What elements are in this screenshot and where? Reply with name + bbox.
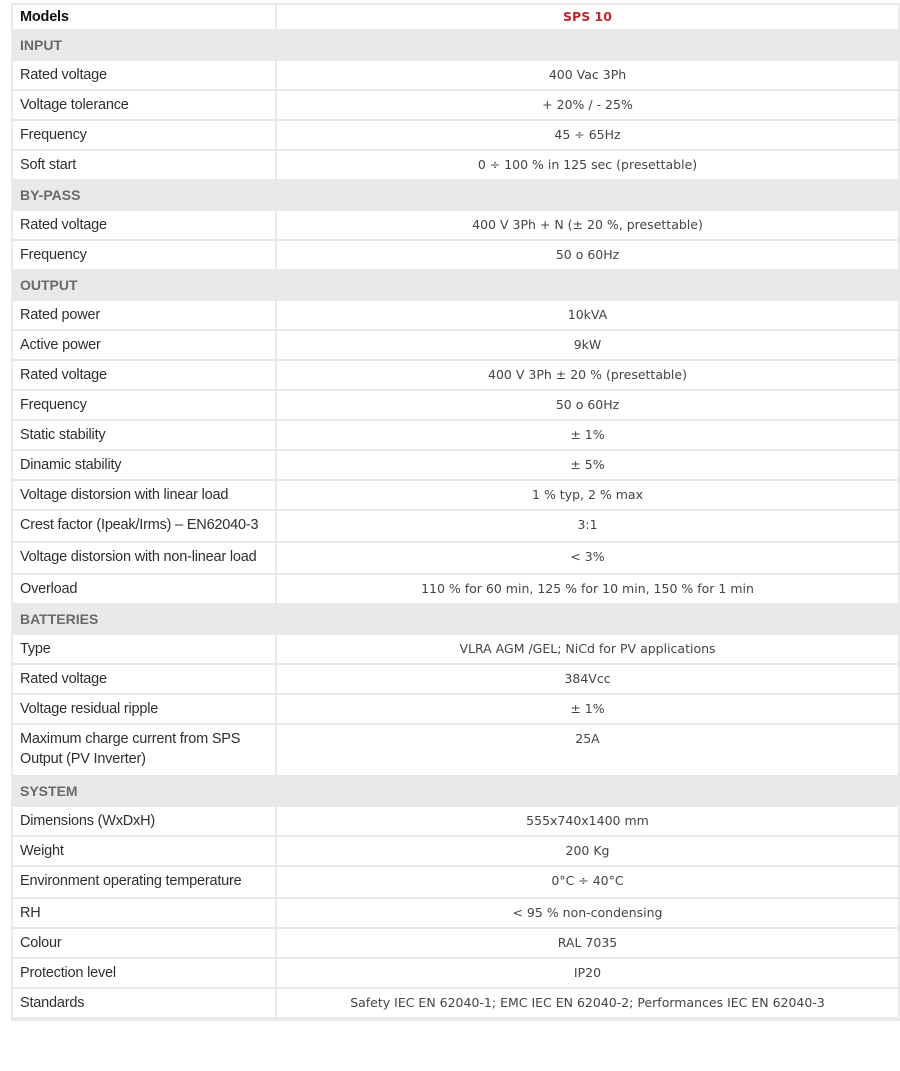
section-title: BATTERIES <box>13 605 898 635</box>
table-row <box>13 575 898 605</box>
section-input <box>13 31 898 61</box>
spec-label: Frequency <box>13 241 277 271</box>
spec-label: Frequency <box>13 121 277 151</box>
spec-value: ± 1% <box>277 695 898 725</box>
spec-value: ± 1% <box>277 421 898 451</box>
table-row <box>13 421 898 451</box>
spec-value: RAL 7035 <box>277 929 898 959</box>
table-row <box>13 121 898 151</box>
spec-value: 9kW <box>277 331 898 361</box>
table-row <box>13 331 898 361</box>
table-row <box>13 867 898 899</box>
spec-label: Rated voltage <box>13 361 277 391</box>
spec-value: 400 Vac 3Ph <box>277 61 898 91</box>
spec-value: 3:1 <box>277 511 898 543</box>
spec-label: Rated voltage <box>13 665 277 695</box>
spec-label: RH <box>13 899 277 929</box>
spec-label: Rated voltage <box>13 211 277 241</box>
spec-value: 50 o 60Hz <box>277 241 898 271</box>
table-row <box>13 837 898 867</box>
spec-value: 384Vcc <box>277 665 898 695</box>
table-row <box>13 211 898 241</box>
table-row <box>13 241 898 271</box>
table-row <box>13 725 898 777</box>
spec-label: Overload <box>13 575 277 605</box>
spec-value: 25A <box>277 725 898 777</box>
spec-value: 400 V 3Ph ± 20 % (presettable) <box>277 361 898 391</box>
models-label: Models <box>13 5 277 31</box>
spec-label: Dinamic stability <box>13 451 277 481</box>
spec-value: VLRA AGM /GEL; NiCd for PV applications <box>277 635 898 665</box>
spec-value: + 20% / - 25% <box>277 91 898 121</box>
section-title: INPUT <box>13 31 898 61</box>
spec-label: Static stability <box>13 421 277 451</box>
spec-value: IP20 <box>277 959 898 989</box>
table-row <box>13 989 898 1019</box>
spec-value: < 95 % non-condensing <box>277 899 898 929</box>
table-row <box>13 807 898 837</box>
table-row <box>13 451 898 481</box>
spec-label: Voltage tolerance <box>13 91 277 121</box>
spec-label: Colour <box>13 929 277 959</box>
spec-label: Dimensions (WxDxH) <box>13 807 277 837</box>
spec-label: Environment operating temperature <box>13 867 277 899</box>
table-row <box>13 481 898 511</box>
section-output <box>13 271 898 301</box>
section-title: BY-PASS <box>13 181 898 211</box>
section-bypass <box>13 181 898 211</box>
spec-label: Weight <box>13 837 277 867</box>
spec-value: < 3% <box>277 543 898 575</box>
spec-label: Protection level <box>13 959 277 989</box>
table-row <box>13 361 898 391</box>
spec-label: Rated power <box>13 301 277 331</box>
spec-label: Soft start <box>13 151 277 181</box>
spec-value: 400 V 3Ph + N (± 20 %, presettable) <box>277 211 898 241</box>
table-row <box>13 899 898 929</box>
spec-label: Frequency <box>13 391 277 421</box>
table-row <box>13 301 898 331</box>
spec-label: Voltage residual ripple <box>13 695 277 725</box>
table-row <box>13 665 898 695</box>
section-title: OUTPUT <box>13 271 898 301</box>
spec-label: Voltage distorsion with non-linear load <box>13 543 277 575</box>
spec-label: Crest factor (Ipeak/Irms) – EN62040-3 <box>13 511 277 543</box>
spec-label: Active power <box>13 331 277 361</box>
spec-table-container <box>11 3 900 1021</box>
spec-table <box>11 3 900 1021</box>
section-system <box>13 777 898 807</box>
spec-value: 1 % typ, 2 % max <box>277 481 898 511</box>
table-row <box>13 151 898 181</box>
table-row <box>13 929 898 959</box>
table-row <box>13 61 898 91</box>
table-row <box>13 635 898 665</box>
model-name: SPS 10 <box>277 5 898 31</box>
spec-label: Standards <box>13 989 277 1019</box>
spec-value: 0 ÷ 100 % in 125 sec (presettable) <box>277 151 898 181</box>
spec-label: Type <box>13 635 277 665</box>
spec-value: 45 ÷ 65Hz <box>277 121 898 151</box>
spec-value: ± 5% <box>277 451 898 481</box>
section-batteries <box>13 605 898 635</box>
spec-label: Rated voltage <box>13 61 277 91</box>
spec-value: 10kVA <box>277 301 898 331</box>
spec-value: 50 o 60Hz <box>277 391 898 421</box>
spec-value: 0°C ÷ 40°C <box>277 867 898 899</box>
table-row <box>13 543 898 575</box>
spec-label: Maximum charge current from SPS Output (PV Inverter) <box>13 725 277 777</box>
spec-value: 555x740x1400 mm <box>277 807 898 837</box>
section-title: SYSTEM <box>13 777 898 807</box>
spec-value: 110 % for 60 min, 125 % for 10 min, 150 % for 1 min <box>277 575 898 605</box>
table-row <box>13 91 898 121</box>
spec-value: 200 Kg <box>277 837 898 867</box>
spec-value: Safety IEC EN 62040-1; EMC IEC EN 62040-2; Performances IEC EN 62040-3 <box>277 989 898 1019</box>
table-header-row <box>13 5 898 31</box>
table-row <box>13 391 898 421</box>
spec-label: Voltage distorsion with linear load <box>13 481 277 511</box>
table-row <box>13 511 898 543</box>
table-row <box>13 959 898 989</box>
table-row <box>13 695 898 725</box>
